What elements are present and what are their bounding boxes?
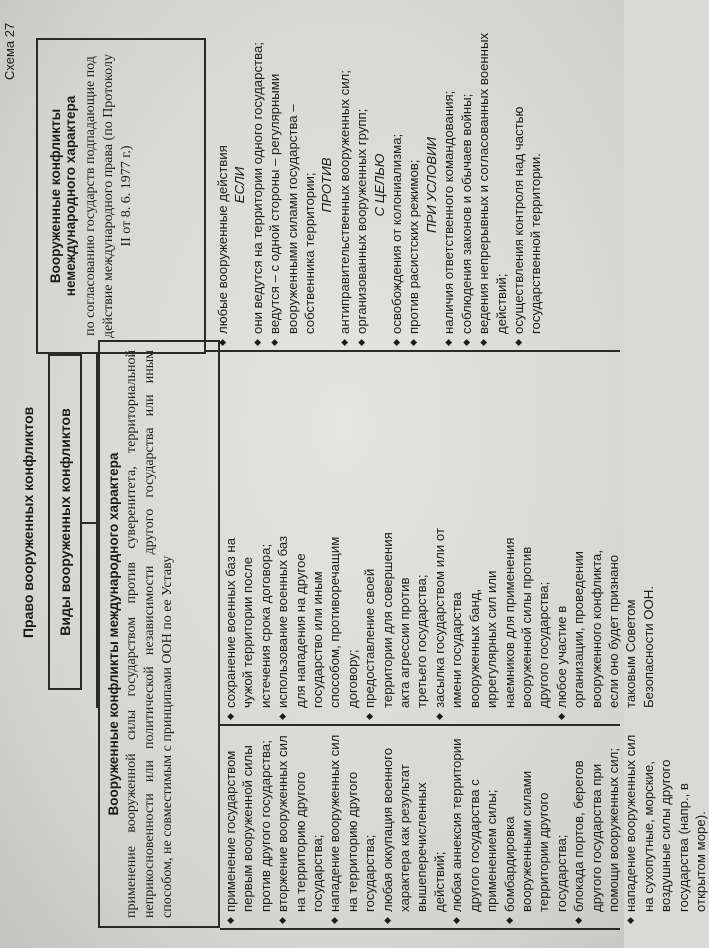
non-international-description: по согласованию государств подпадающие под действие международного права (по Протоколу II от 8. 6. 1977 г.) <box>83 54 134 338</box>
list-item: ◆ любые вооруженные действия <box>214 24 231 346</box>
list-item: ◆ любая оккупация военного характера как результат вышеперечисленных действий; <box>379 728 449 924</box>
list-item: ◆ нападение вооруженных сил на сухопутные, морские, воздушные силы другого государства (напр., в открытом море). <box>622 728 709 924</box>
list-item: ◆ соблюдения законов и обычаев войны; <box>458 24 475 346</box>
subtitle-box <box>48 354 82 690</box>
non-international-box <box>36 38 206 354</box>
list-item: ◆ предоставление своей территории для совершения акта агрессии против третьего государства; <box>361 528 431 720</box>
non-international-header: Вооруженные конфликты немеждународного характера <box>48 95 78 297</box>
international-box <box>98 340 220 928</box>
main-title: Право вооруженных конфликтов <box>20 406 36 638</box>
list-item: ◆ антиправительственных вооруженных сил; <box>336 24 353 346</box>
list-item: ◆ блокада портов, берегов другого государства при помощи вооруженных сил; <box>570 728 622 924</box>
condition-label: ПРИ УСЛОВИИ <box>423 137 439 233</box>
list-item: ◆ осуществления контроля над частью государственной территории. <box>510 24 545 346</box>
list-item: ◆ наличия ответственного командования; <box>440 24 457 346</box>
international-list-left <box>222 728 709 924</box>
subtitle: Виды вооруженных конфликтов <box>57 408 73 636</box>
list-item: ◆ любое участие в организации, проведении вооруженного конфликта, если оно будет признано таковым Советом Безопасности ООН. <box>553 528 657 720</box>
list-item: ◆ они ведутся на территории одного государства; <box>249 24 266 346</box>
international-header: Вооруженные конфликты международного характера <box>106 452 121 816</box>
list-item: ◆ сохранение военных баз на чужой территории после истечения срока договора; <box>222 528 274 720</box>
list-item: ◆ нападение вооруженных сил на территорию другого государства; <box>326 728 378 924</box>
separator-line <box>220 724 620 726</box>
international-list-right <box>222 528 657 720</box>
list-item: ◆ ведутся – с одной стороны – регулярными вооруженными силами государства – собственника территории; <box>266 24 318 346</box>
list-item: ◆ засылка государством или от имени государства вооруженных банд, иррегулярных сил или наемников для применения вооруженной силы против другого государства; <box>431 528 553 720</box>
condition-label: ЕСЛИ <box>232 166 248 204</box>
list-item: ◆ ведения непрерывных и согласованных военных действий; <box>475 24 510 346</box>
separator-line <box>220 928 620 930</box>
list-item: ◆ любая аннексия территории другого государства с применением силы; <box>448 728 500 924</box>
list-item: ◆ бомбардировка вооруженными силами территории другого государства; <box>501 728 571 924</box>
separator-line <box>206 350 620 352</box>
condition-label: С ЦЕЛЬЮ <box>371 153 387 217</box>
list-item: ◆ применение государством первым вооруженной силы против другого государства; <box>222 728 274 924</box>
list-item: ◆ использование военных баз для нападения на другое государство или иным способом, противоречащим договору; <box>274 528 361 720</box>
condition-label: ПРОТИВ <box>319 157 335 213</box>
list-item: ◆ организованных вооруженных групп; <box>353 24 370 346</box>
international-description: применение вооруженной силы государством против суверенитета, территориальной неприкосновенности или политической независимости другого государства или иным способом, не совместимым с принципами ООН по ее Уставу <box>124 350 175 918</box>
non-international-list <box>214 24 545 346</box>
list-item: ◆ освобождения от колониализма; <box>388 24 405 346</box>
list-item: ◆ вторжение вооруженных сил на территорию другого государства; <box>274 728 326 924</box>
list-item: ◆ против расистских режимов; <box>405 24 422 346</box>
schema-label: Схема 27 <box>2 22 17 80</box>
